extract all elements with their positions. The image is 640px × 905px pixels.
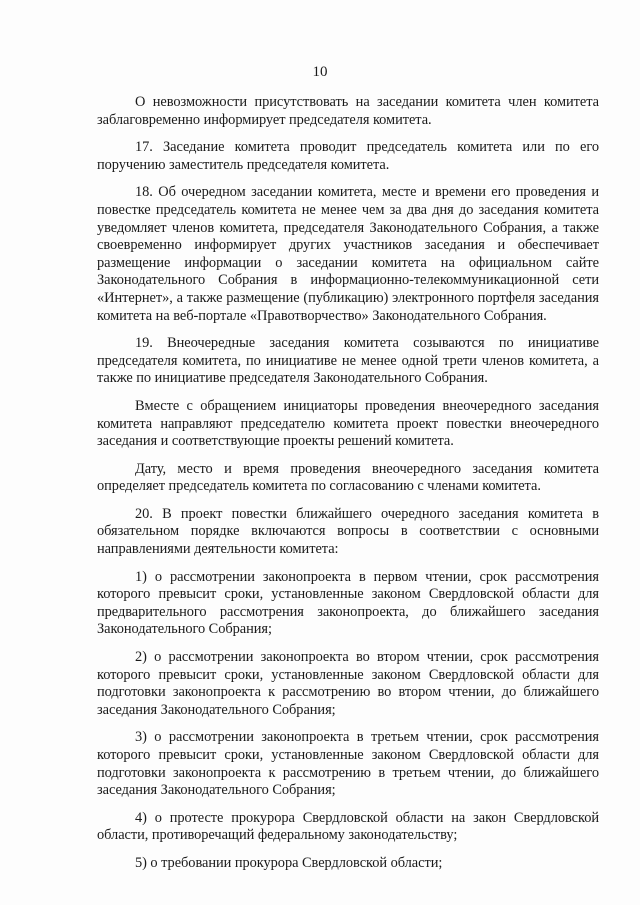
list-item-1: 1) о рассмотрении законопроекта в первом чтении, срок рассмотрения которого превысит сроки, установленные законом Свердловской области для предварительного рассмотрения законопроекта, до ближайшего заседания Законодательного Собрания; [97,568,599,638]
paragraph-19-date: Дату, место и время проведения внеочередного заседания комитета определяет председатель комитета по согласованию с членами комитета. [97,460,599,495]
paragraph-19: 19. Внеочередные заседания комитета созываются по инициативе председателя комитета, по инициативе не менее одной трети членов комитета, а также по инициативе председателя Законодательного Собрания. [97,335,599,387]
list-item-3: 3) о рассмотрении законопроекта в третьем чтении, срок рассмотрения которого превысит сроки, установленные законом Свердловской области для подготовки законопроекта к рассмотрению в третьем чтении, до ближайшего заседания Законодательного Собрания; [97,729,599,799]
paragraph-17: 17. Заседание комитета проводит председатель комитета или по его поручению заместитель председателя комитета. [97,139,599,173]
paragraph-18: 18. Об очередном заседании комитета, месте и времени его проведения и повестке председатель комитета не менее чем за два дня до заседания комитета уведомляет членов комитета, председателя Законодательного Собрания, а также своевременно информирует других участников заседания и обеспечивает размещение информации о заседании комитета на официальном сайте Законодательного Собрания в информационно-телекоммуникационной сети «Интернет», а также размещение (публикацию) электронного портфеля заседания комитета на веб-портале «Правотворчество» Законодательного Собрания. [97,184,599,324]
list-item-5: 5) о требовании прокурора Свердловской области; [135,854,443,871]
paragraph-20: 20. В проект повестки ближайшего очередного заседания комитета в обязательном порядке включаются вопросы в соответствии с основными направлениями деятельности комитета: [97,505,599,558]
list-item-4: 4) о протесте прокурора Свердловской области на закон Свердловской области, противоречащий федеральному законодательству; [97,809,599,844]
list-item-2: 2) о рассмотрении законопроекта во втором чтении, срок рассмотрения которого превысит сроки, установленные законом Свердловской области для подготовки законопроекта к рассмотрению во втором чтении, до ближайшего заседания Законодательного Собрания; [97,649,599,718]
paragraph-19-initiators: Вместе с обращением инициаторы проведения внеочередного заседания комитета направляют председателю комитета проект повестки внеочередного заседания и соответствующие проекты решений комитета. [97,397,599,450]
page-number: 10 [312,64,328,80]
paragraph-absence-notice: О невозможности присутствовать на заседании комитета член комитета заблаговременно информирует председателя комитета. [97,94,599,128]
document-body [97,94,599,883]
